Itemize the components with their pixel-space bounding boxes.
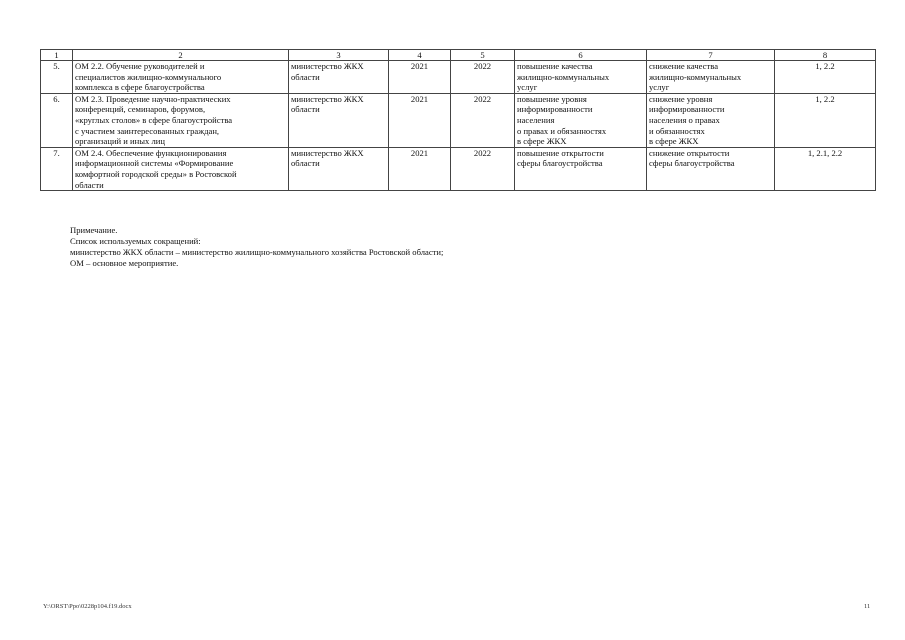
start-year: 2021 bbox=[389, 61, 451, 94]
result-line: услуг bbox=[517, 82, 538, 93]
executor-cell bbox=[289, 147, 389, 190]
col-header-6: 6 bbox=[515, 50, 647, 61]
abbreviation-item: министерство ЖКХ области – министерство жилищно-коммунального хозяйства Ростовской области; bbox=[70, 247, 444, 257]
executor-line: министерство ЖКХ bbox=[291, 147, 364, 158]
executor-line: области bbox=[291, 104, 320, 115]
measure-title-line: специалистов жилищно-коммунального bbox=[75, 71, 222, 82]
expected-result bbox=[515, 93, 647, 147]
row-number: 5. bbox=[41, 61, 73, 94]
document-file-path: Y:\ORST\Ppo\0228p104.f19.docx bbox=[43, 603, 132, 610]
table-row bbox=[41, 61, 876, 94]
result-line: жилищно-коммунальных bbox=[517, 71, 610, 82]
col-header-4: 4 bbox=[389, 50, 451, 61]
result-line: о правах и обязанностях bbox=[517, 125, 607, 136]
executor-cell bbox=[289, 61, 389, 94]
col-header-1: 1 bbox=[41, 50, 73, 61]
abbreviation-item: ОМ – основное мероприятие. bbox=[70, 258, 179, 268]
col-header-7: 7 bbox=[647, 50, 775, 61]
consequence-line: информированности bbox=[649, 104, 725, 115]
result-line: в сфере ЖКХ bbox=[517, 136, 567, 147]
measure-title-line: ОМ 2.3. Проведение научно-практических bbox=[75, 93, 231, 104]
related-indicators: 1, 2.2 bbox=[775, 93, 876, 147]
page-number: 11 bbox=[864, 603, 871, 610]
abbreviations-title: Список используемых сокращений: bbox=[70, 236, 201, 246]
measure-title-line: области bbox=[75, 179, 104, 190]
executor-line: области bbox=[291, 71, 320, 82]
consequence-line: и обязанностях bbox=[649, 125, 705, 136]
consequence-line: в сфере ЖКХ bbox=[649, 136, 699, 147]
notes-heading: Примечание. bbox=[70, 225, 118, 235]
executor-line: министерство ЖКХ bbox=[291, 93, 364, 104]
table-row bbox=[41, 93, 876, 147]
executor-line: области bbox=[291, 158, 320, 169]
col-header-3: 3 bbox=[289, 50, 389, 61]
consequence-line: снижение открытости bbox=[649, 147, 730, 158]
column-number-row bbox=[41, 50, 876, 61]
executor-cell bbox=[289, 93, 389, 147]
col-header-8: 8 bbox=[775, 50, 876, 61]
row-number: 6. bbox=[41, 93, 73, 147]
result-line: повышение качества bbox=[517, 61, 593, 71]
end-year: 2022 bbox=[451, 93, 515, 147]
row-number: 7. bbox=[41, 147, 73, 190]
measure-title bbox=[73, 147, 289, 190]
non-implementation-consequences bbox=[647, 93, 775, 147]
measures-table bbox=[40, 49, 876, 191]
measure-title bbox=[73, 61, 289, 94]
consequence-line: снижение уровня bbox=[649, 93, 713, 104]
result-line: населения bbox=[517, 114, 555, 125]
expected-result bbox=[515, 147, 647, 190]
measure-title-line: информационной системы «Формирование bbox=[75, 158, 234, 169]
notes-section bbox=[70, 225, 443, 269]
measure-title-line: «круглых столов» в сфере благоустройства bbox=[75, 114, 233, 125]
start-year: 2021 bbox=[389, 93, 451, 147]
related-indicators: 1, 2.1, 2.2 bbox=[775, 147, 876, 190]
related-indicators: 1, 2.2 bbox=[775, 61, 876, 94]
result-line: повышение открытости bbox=[517, 147, 604, 158]
consequence-line: снижение качества bbox=[649, 61, 719, 71]
measure-title bbox=[73, 93, 289, 147]
measure-title-line: конференций, семинаров, форумов, bbox=[75, 104, 206, 115]
non-implementation-consequences bbox=[647, 147, 775, 190]
measure-title-line: ОМ 2.4. Обеспечение функционирования bbox=[75, 147, 227, 158]
consequence-line: услуг bbox=[649, 82, 670, 93]
col-header-5: 5 bbox=[451, 50, 515, 61]
col-header-2: 2 bbox=[73, 50, 289, 61]
result-line: повышение уровня bbox=[517, 93, 587, 104]
start-year: 2021 bbox=[389, 147, 451, 190]
measure-title-line: комплекса в сфере благоустройства bbox=[75, 82, 205, 93]
measure-title-line: комфортной городской среды» в Ростовской bbox=[75, 168, 237, 179]
table-row bbox=[41, 147, 876, 190]
end-year: 2022 bbox=[451, 147, 515, 190]
expected-result bbox=[515, 61, 647, 94]
measure-title-line: организаций и иных лиц bbox=[75, 136, 165, 147]
executor-line: министерство ЖКХ bbox=[291, 61, 364, 71]
measure-title-line: с участием заинтересованных граждан, bbox=[75, 125, 220, 136]
non-implementation-consequences bbox=[647, 61, 775, 94]
consequence-line: сферы благоустройства bbox=[649, 158, 735, 169]
consequence-line: населения о правах bbox=[649, 114, 720, 125]
result-line: информированности bbox=[517, 104, 593, 115]
consequence-line: жилищно-коммунальных bbox=[649, 71, 742, 82]
end-year: 2022 bbox=[451, 61, 515, 94]
result-line: сферы благоустройства bbox=[517, 158, 603, 169]
measure-title-line: ОМ 2.2. Обучение руководителей и bbox=[75, 61, 205, 71]
